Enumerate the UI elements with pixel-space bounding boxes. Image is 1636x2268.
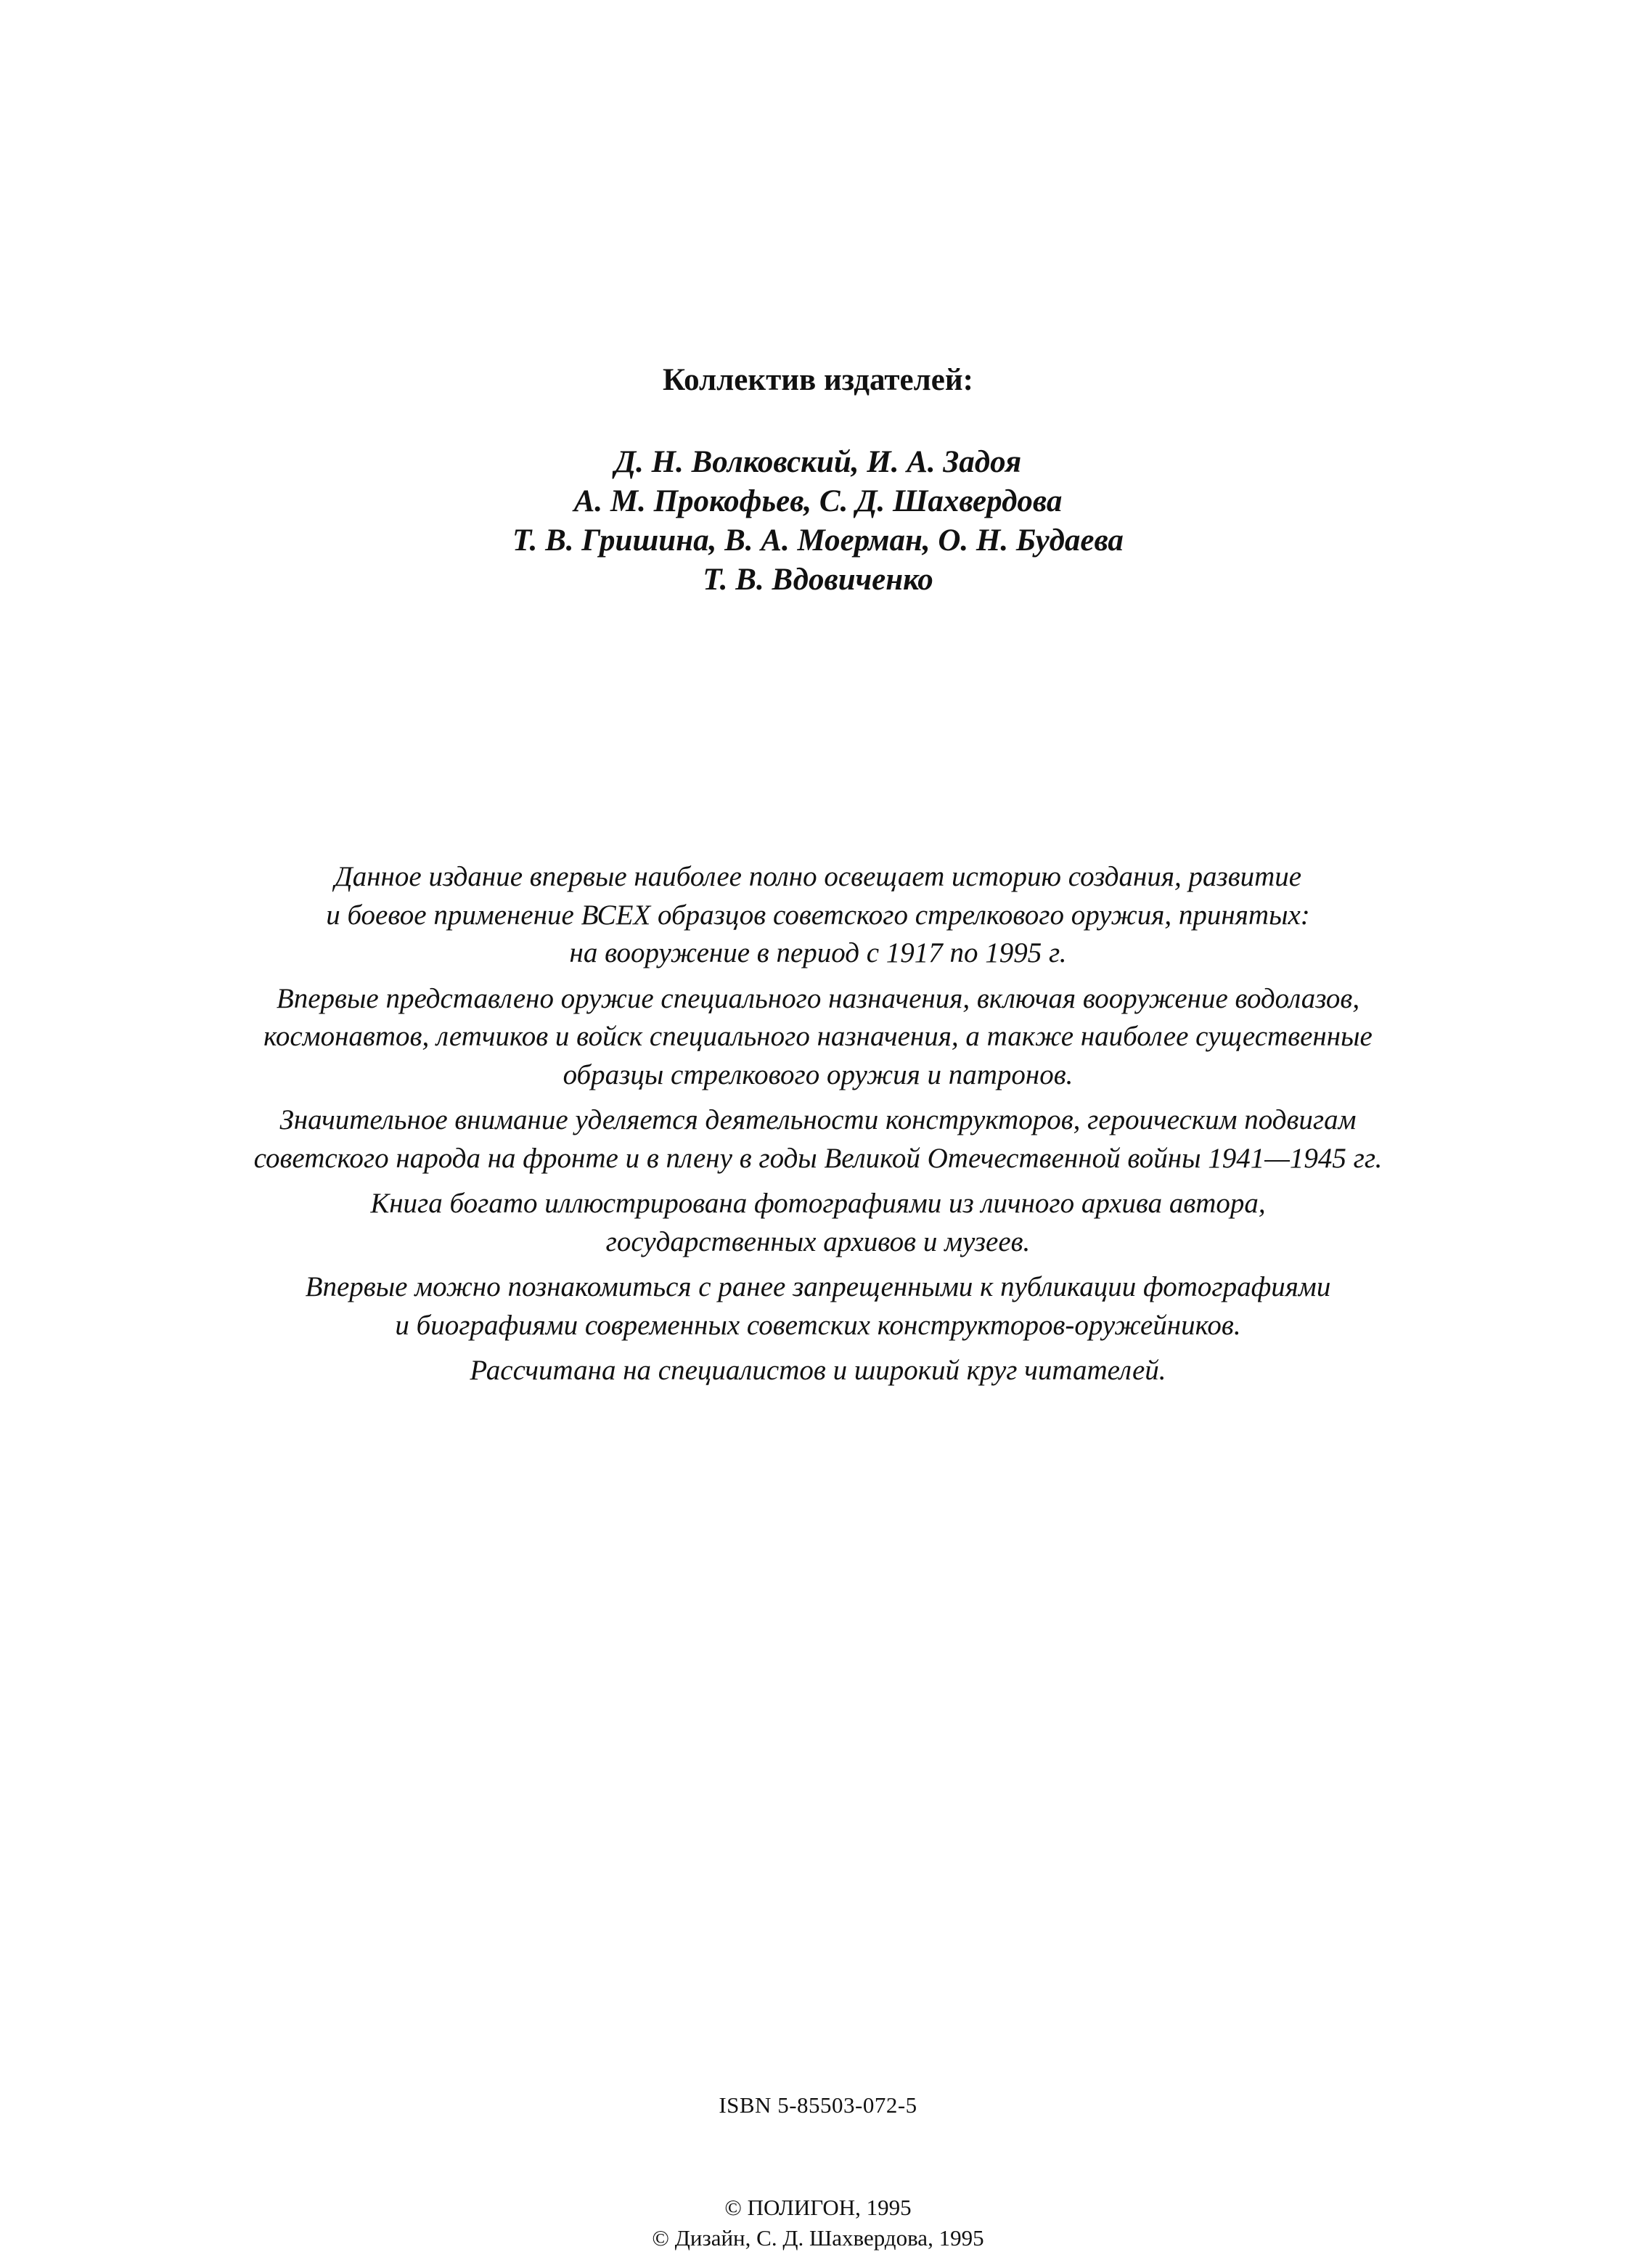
copyright-line: © ПОЛИГОН, 1995 xyxy=(724,2195,912,2220)
annotation-line: космонавтов, летчиков и войск специального назначения, а также наиболее существенные xyxy=(263,1021,1373,1052)
publisher-names-line: Т. В. Вдовиченко xyxy=(703,563,933,597)
annotation-line: и биографиями современных советских конструкторов-оружейников. xyxy=(395,1309,1241,1341)
annotation-line: образцы стрелкового оружия и патронов. xyxy=(563,1058,1073,1090)
annotation-line: Впервые представлено оружие специального назначения, включая вооружение водолазов, xyxy=(276,982,1360,1014)
publisher-names-line: Д. Н. Волковский, И. А. Задоя xyxy=(614,445,1022,479)
book-annotation xyxy=(0,858,1636,1398)
publisher-names-line: Т. В. Гришина, В. А. Моерман, О. Н. Будаева xyxy=(512,523,1124,558)
annotation-line: Рассчитана на специалистов и широкий круг читателей. xyxy=(470,1355,1166,1386)
annotation-line: и боевое применение ВСЕХ образцов советского стрелкового оружия, принятых: xyxy=(326,899,1310,931)
annotation-line: Данное издание впервые наиболее полно освещает историю создания, развитие xyxy=(334,861,1302,892)
annotation-line: Значительное внимание уделяется деятельности конструкторов, героическим подвигам xyxy=(279,1104,1357,1135)
annotation-paragraph xyxy=(0,1101,1636,1178)
annotation-line: советского народа на фронте и в плену в годы Великой Отечественной войны 1941—1945 гг. xyxy=(253,1142,1383,1174)
publisher-names-line: А. М. Прокофьев, С. Д. Шахвердова xyxy=(573,484,1063,518)
annotation-paragraph xyxy=(0,980,1636,1095)
annotation-line: государственных архивов и музеев. xyxy=(605,1225,1031,1257)
copyright-notice xyxy=(0,2192,1636,2253)
publishers-names xyxy=(0,443,1636,600)
annotation-line: на вооружение в период с 1917 по 1995 г. xyxy=(569,937,1067,968)
copyright-line: © Дизайн, С. Д. Шахвердова, 1995 xyxy=(652,2225,984,2251)
annotation-paragraph xyxy=(0,1268,1636,1345)
annotation-paragraph xyxy=(0,1185,1636,1261)
publishers-heading: Коллектив издателей: xyxy=(663,363,973,397)
annotation-paragraph xyxy=(0,1352,1636,1390)
annotation-line: Книга богато иллюстрирована фотографиями из личного архива автора, xyxy=(370,1188,1266,1219)
isbn-number: ISBN 5-85503-072-5 xyxy=(719,2092,917,2118)
annotation-paragraph xyxy=(0,858,1636,973)
annotation-line: Впервые можно познакомиться с ранее запрещенными к публикации фотографиями xyxy=(305,1271,1331,1302)
